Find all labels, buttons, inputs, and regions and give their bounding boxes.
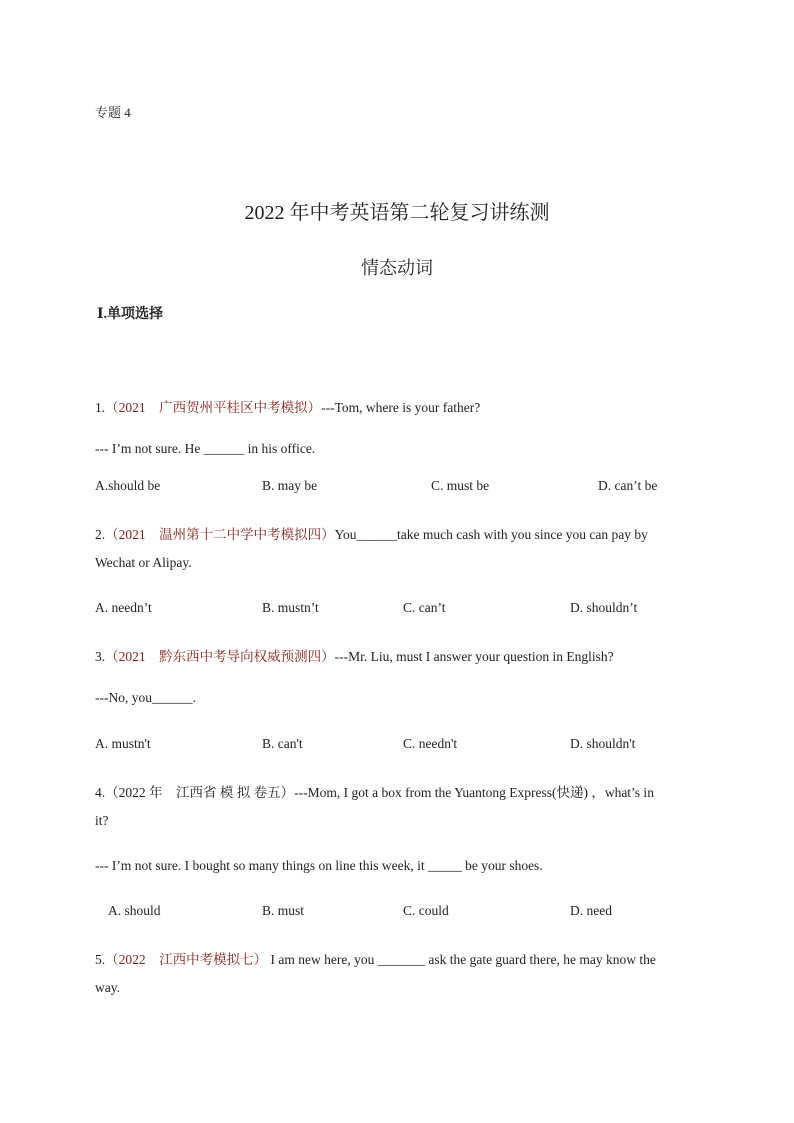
question-number: 5. — [95, 952, 106, 967]
question-2-stem — [95, 523, 648, 543]
option-c: C. must be — [431, 478, 490, 493]
question-source: （2022 年 江西省 模 拟 卷五） — [105, 785, 295, 800]
question-text: You______take much cash with you since you can pay by — [334, 527, 648, 542]
question-5-line2: way. — [95, 980, 120, 995]
option-b: B. must — [262, 903, 305, 918]
option-c: C. needn't — [403, 736, 458, 751]
question-number: 2. — [95, 527, 106, 542]
option-c: C. can’t — [403, 600, 446, 615]
question-number: 4. — [95, 785, 106, 800]
option-a: A. mustn't — [95, 736, 151, 751]
question-number: 3. — [95, 649, 106, 664]
question-2-line2: Wechat or Alipay. — [95, 555, 192, 570]
option-a: A. needn’t — [95, 600, 152, 615]
question-text: ---Tom, where is your father? — [321, 400, 481, 415]
question-5-stem — [95, 948, 656, 968]
question-text: I am new here, you _______ ask the gate guard there, he may know the — [267, 952, 656, 967]
question-text: ---Mom, I got a box from the Yuantong Express(快递) ，what’s in — [294, 785, 654, 800]
question-source: （2021 广西贺州平桂区中考模拟） — [105, 400, 322, 415]
option-b: B. may be — [262, 478, 318, 493]
option-b: B. mustn’t — [262, 600, 319, 615]
question-3-stem — [95, 645, 614, 665]
option-d: D. need — [570, 903, 612, 918]
option-a: A. should — [108, 903, 161, 918]
question-4-line2: it? — [95, 813, 109, 828]
option-d: D. shouldn't — [570, 736, 636, 751]
document-subtitle: 情态动词 — [361, 258, 433, 278]
question-source: （2021 黔东西中考导向权威预测四） — [105, 649, 335, 664]
question-text: ---Mr. Liu, must I answer your question in English? — [334, 649, 614, 664]
topic-label: 专题 4 — [95, 105, 131, 120]
option-d: D. shouldn’t — [570, 600, 638, 615]
option-a: A.should be — [95, 478, 161, 493]
question-source: （2021 温州第十二中学中考模拟四） — [105, 527, 335, 542]
question-4-stem — [95, 781, 654, 801]
question-3-line2: ---No, you______. — [95, 690, 196, 705]
document-title: 2022 年中考英语第二轮复习讲练测 — [244, 202, 550, 224]
question-1-line2: --- I’m not sure. He ______ in his office. — [95, 441, 316, 456]
option-c: C. could — [403, 903, 449, 918]
section-heading: Ⅰ.单项选择 — [97, 307, 164, 322]
question-source: （2022 江西中考模拟七） — [105, 952, 268, 967]
question-4-line3: --- I’m not sure. I bought so many things on line this week, it _____ be your shoes. — [95, 858, 543, 873]
option-d: D. can’t be — [598, 478, 658, 493]
question-number: 1. — [95, 400, 106, 415]
option-b: B. can't — [262, 736, 303, 751]
question-1-stem — [95, 396, 480, 416]
